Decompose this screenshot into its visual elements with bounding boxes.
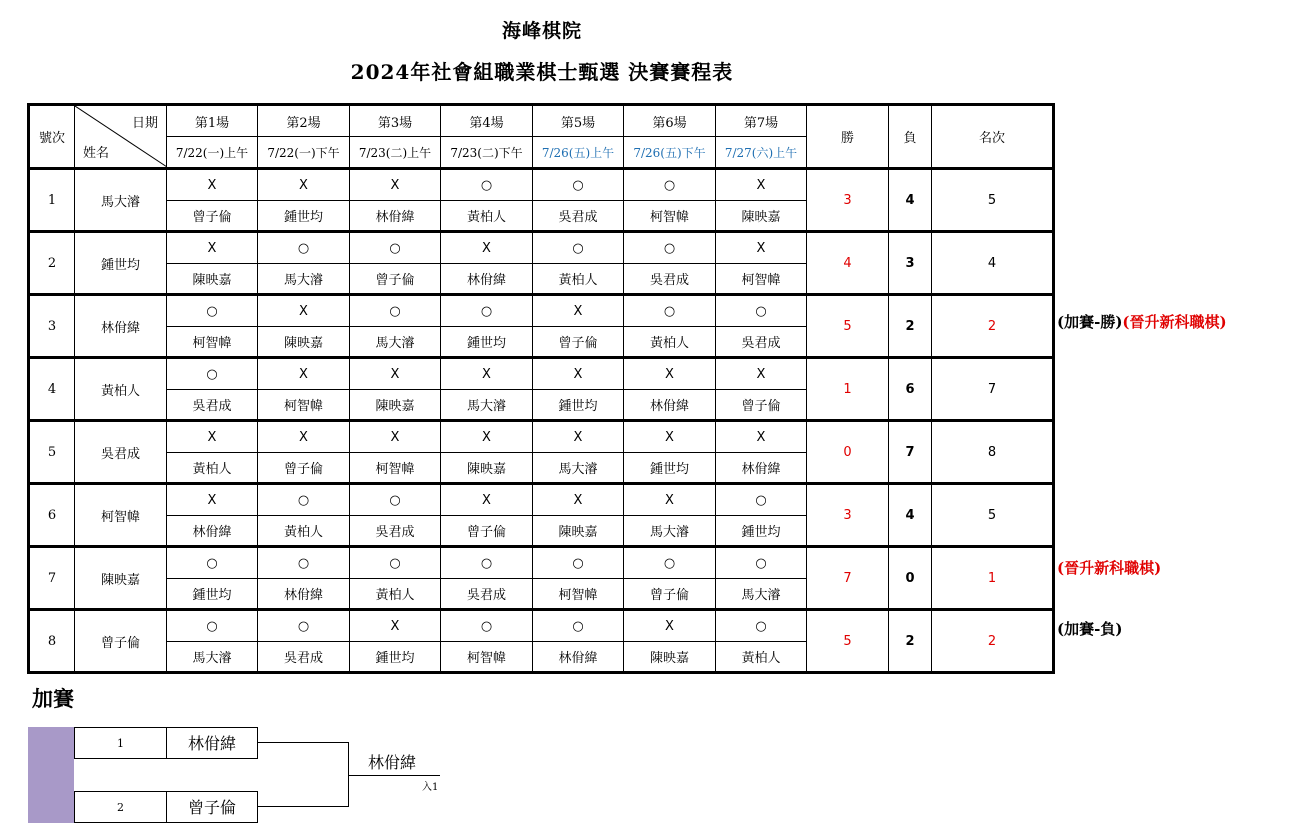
note-row-3 [1057, 311, 1227, 332]
game-result: ○ [533, 232, 624, 264]
game-opponent: 陳映嘉 [350, 390, 441, 421]
round-date: 7/22(一)下午 [258, 137, 350, 169]
game-opponent: 林佾緯 [350, 201, 441, 232]
game-result: ○ [441, 169, 533, 201]
player-name: 馬大濬 [75, 169, 167, 232]
game-result: ○ [167, 547, 258, 579]
game-opponent: 馬大濬 [533, 453, 624, 484]
game-result: X [533, 421, 624, 453]
player-no: 5 [29, 421, 75, 484]
round-date: 7/23(二)上午 [350, 137, 441, 169]
wins-count: 3 [807, 169, 889, 232]
game-result: X [258, 169, 350, 201]
round-header: 第5場 [533, 105, 624, 137]
game-opponent: 吳君成 [441, 579, 533, 610]
game-result: ○ [258, 547, 350, 579]
game-result: ○ [716, 610, 807, 642]
game-result: X [624, 610, 716, 642]
player-name: 柯智幃 [75, 484, 167, 547]
game-result: ○ [441, 610, 533, 642]
wins-count: 0 [807, 421, 889, 484]
round-header: 第1場 [167, 105, 258, 137]
game-opponent: 陳映嘉 [258, 327, 350, 358]
game-result: X [533, 295, 624, 327]
final-rank: 2 [932, 295, 1054, 358]
game-opponent: 陳映嘉 [167, 264, 258, 295]
note-promoted: (晉升新科職棋) [1122, 313, 1227, 331]
game-opponent: 黃柏人 [167, 453, 258, 484]
game-opponent: 林佾緯 [716, 453, 807, 484]
note-playoff-win: (加賽-勝) [1057, 313, 1123, 331]
playoff-winner-note: 入1 [422, 782, 439, 793]
game-result: X [716, 232, 807, 264]
note-row-8 [1057, 618, 1122, 639]
no-header: 號次 [29, 105, 75, 169]
note-promoted: (晉升新科職棋) [1057, 559, 1162, 577]
game-opponent: 馬大濬 [167, 642, 258, 673]
game-opponent: 馬大濬 [716, 579, 807, 610]
round-date: 7/23(二)下午 [441, 137, 533, 169]
game-opponent: 鍾世均 [350, 642, 441, 673]
org-title: 海峰棋院 [501, 20, 582, 42]
player-name: 曾子倫 [75, 610, 167, 673]
losses-count: 3 [889, 232, 932, 295]
player-no: 1 [29, 169, 75, 232]
player-no: 3 [29, 295, 75, 358]
game-opponent: 馬大濬 [441, 390, 533, 421]
name-label: 姓名 [83, 146, 110, 161]
game-result: X [167, 232, 258, 264]
game-result: ○ [350, 547, 441, 579]
round-header: 第7場 [716, 105, 807, 137]
game-result: X [441, 232, 533, 264]
game-result: ○ [350, 484, 441, 516]
round-date: 7/27(六)上午 [716, 137, 807, 169]
player-name: 陳映嘉 [75, 547, 167, 610]
game-result: ○ [441, 295, 533, 327]
game-result: ○ [624, 295, 716, 327]
wins-count: 5 [807, 295, 889, 358]
game-result: X [624, 421, 716, 453]
game-opponent: 柯智幃 [167, 327, 258, 358]
wins-count: 3 [807, 484, 889, 547]
player-row [29, 610, 1054, 642]
game-opponent: 黃柏人 [624, 327, 716, 358]
player-row [29, 295, 1054, 327]
game-result: ○ [350, 295, 441, 327]
round-date: 7/26(五)上午 [533, 137, 624, 169]
game-result: ○ [716, 547, 807, 579]
playoff-winner: 林佾緯 [368, 753, 417, 772]
game-opponent: 曾子倫 [716, 390, 807, 421]
bracket-line [258, 742, 349, 743]
player-row [29, 421, 1054, 453]
playoff-seed-1: 1 [74, 727, 167, 759]
player-no: 2 [29, 232, 75, 295]
player-name: 黃柏人 [75, 358, 167, 421]
game-result: X [258, 421, 350, 453]
final-rank: 5 [932, 484, 1054, 547]
playoff-seed-2: 2 [74, 791, 167, 823]
game-opponent: 曾子倫 [441, 516, 533, 547]
player-row [29, 169, 1054, 201]
playoff-player-2: 曾子倫 [166, 791, 258, 823]
game-result: X [350, 169, 441, 201]
game-opponent: 陳映嘉 [624, 642, 716, 673]
losses-header: 負 [889, 105, 932, 169]
losses-count: 0 [889, 547, 932, 610]
date-label: 日期 [131, 116, 158, 131]
round-date: 7/22(一)上午 [167, 137, 258, 169]
losses-count: 6 [889, 358, 932, 421]
losses-count: 2 [889, 295, 932, 358]
player-row [29, 232, 1054, 264]
game-opponent: 黃柏人 [716, 642, 807, 673]
game-opponent: 陳映嘉 [441, 453, 533, 484]
player-row [29, 358, 1054, 390]
game-opponent: 馬大濬 [350, 327, 441, 358]
player-name: 鍾世均 [75, 232, 167, 295]
game-result: ○ [624, 547, 716, 579]
final-rank: 4 [932, 232, 1054, 295]
game-result: X [441, 484, 533, 516]
final-rank: 5 [932, 169, 1054, 232]
game-opponent: 柯智幃 [258, 390, 350, 421]
game-result: ○ [167, 295, 258, 327]
game-result: X [167, 484, 258, 516]
game-opponent: 陳映嘉 [716, 201, 807, 232]
final-rank: 1 [932, 547, 1054, 610]
date-name-header [75, 105, 167, 169]
game-result: X [533, 358, 624, 390]
player-no: 6 [29, 484, 75, 547]
player-no: 7 [29, 547, 75, 610]
game-opponent: 鍾世均 [441, 327, 533, 358]
game-opponent: 林佾緯 [533, 642, 624, 673]
game-opponent: 黃柏人 [258, 516, 350, 547]
game-result: X [350, 610, 441, 642]
game-opponent: 曾子倫 [624, 579, 716, 610]
game-result: ○ [533, 610, 624, 642]
round-header: 第4場 [441, 105, 533, 137]
game-result: ○ [167, 610, 258, 642]
losses-count: 7 [889, 421, 932, 484]
game-result: X [716, 358, 807, 390]
game-result: ○ [441, 547, 533, 579]
game-result: ○ [624, 169, 716, 201]
player-row [29, 484, 1054, 516]
game-result: ○ [533, 547, 624, 579]
game-opponent: 林佾緯 [624, 390, 716, 421]
game-opponent: 鍾世均 [258, 201, 350, 232]
game-result: X [624, 358, 716, 390]
game-opponent: 曾子倫 [258, 453, 350, 484]
game-opponent: 黃柏人 [350, 579, 441, 610]
playoff-color-block [28, 727, 74, 823]
round-header: 第3場 [350, 105, 441, 137]
round-date: 7/26(五)下午 [624, 137, 716, 169]
game-result: X [167, 421, 258, 453]
game-opponent: 鍾世均 [167, 579, 258, 610]
game-result: X [533, 484, 624, 516]
bracket-line [258, 806, 349, 807]
game-opponent: 黃柏人 [533, 264, 624, 295]
wins-count: 1 [807, 358, 889, 421]
game-opponent: 柯智幃 [624, 201, 716, 232]
game-result: ○ [258, 484, 350, 516]
game-result: X [350, 358, 441, 390]
game-result: ○ [258, 610, 350, 642]
game-opponent: 鍾世均 [716, 516, 807, 547]
losses-count: 4 [889, 169, 932, 232]
game-opponent: 吳君成 [350, 516, 441, 547]
game-result: X [441, 358, 533, 390]
note-row-7 [1057, 557, 1161, 578]
game-result: ○ [350, 232, 441, 264]
game-result: ○ [716, 295, 807, 327]
game-opponent: 曾子倫 [533, 327, 624, 358]
game-result: X [258, 358, 350, 390]
game-opponent: 吳君成 [624, 264, 716, 295]
game-result: X [167, 169, 258, 201]
bracket-line [348, 775, 440, 776]
game-result: X [624, 484, 716, 516]
game-opponent: 柯智幃 [533, 579, 624, 610]
player-no: 8 [29, 610, 75, 673]
game-result: ○ [533, 169, 624, 201]
final-rank: 8 [932, 421, 1054, 484]
game-result: X [716, 421, 807, 453]
round-header: 第2場 [258, 105, 350, 137]
game-opponent: 鍾世均 [533, 390, 624, 421]
game-opponent: 陳映嘉 [533, 516, 624, 547]
playoff-title: 加賽 [32, 686, 74, 711]
final-rank: 7 [932, 358, 1054, 421]
game-opponent: 林佾緯 [167, 516, 258, 547]
rank-header: 名次 [932, 105, 1054, 169]
wins-count: 7 [807, 547, 889, 610]
game-result: X [350, 421, 441, 453]
losses-count: 4 [889, 484, 932, 547]
wins-count: 4 [807, 232, 889, 295]
playoff-player-1: 林佾緯 [166, 727, 258, 759]
losses-count: 2 [889, 610, 932, 673]
final-rank: 2 [932, 610, 1054, 673]
wins-count: 5 [807, 610, 889, 673]
game-opponent: 吳君成 [258, 642, 350, 673]
game-opponent: 柯智幃 [441, 642, 533, 673]
game-result: ○ [716, 484, 807, 516]
game-opponent: 林佾緯 [258, 579, 350, 610]
game-opponent: 馬大濬 [258, 264, 350, 295]
game-opponent: 馬大濬 [624, 516, 716, 547]
round-header: 第6場 [624, 105, 716, 137]
game-result: X [441, 421, 533, 453]
player-row [29, 547, 1054, 579]
player-name: 吳君成 [75, 421, 167, 484]
game-opponent: 曾子倫 [350, 264, 441, 295]
game-result: X [258, 295, 350, 327]
game-opponent: 吳君成 [716, 327, 807, 358]
note-playoff-lose: (加賽-負) [1057, 620, 1123, 638]
wins-header: 勝 [807, 105, 889, 169]
game-opponent: 鍾世均 [624, 453, 716, 484]
game-result: X [716, 169, 807, 201]
schedule-table [27, 103, 1055, 674]
game-result: ○ [167, 358, 258, 390]
player-no: 4 [29, 358, 75, 421]
game-opponent: 柯智幃 [716, 264, 807, 295]
game-opponent: 林佾緯 [441, 264, 533, 295]
game-result: ○ [258, 232, 350, 264]
game-opponent: 柯智幃 [350, 453, 441, 484]
game-opponent: 吳君成 [167, 390, 258, 421]
game-result: ○ [624, 232, 716, 264]
player-name: 林佾緯 [75, 295, 167, 358]
game-opponent: 黃柏人 [441, 201, 533, 232]
page-title: 2024年社會組職業棋士甄選 決賽賽程表 [350, 60, 734, 84]
game-opponent: 曾子倫 [167, 201, 258, 232]
game-opponent: 吳君成 [533, 201, 624, 232]
